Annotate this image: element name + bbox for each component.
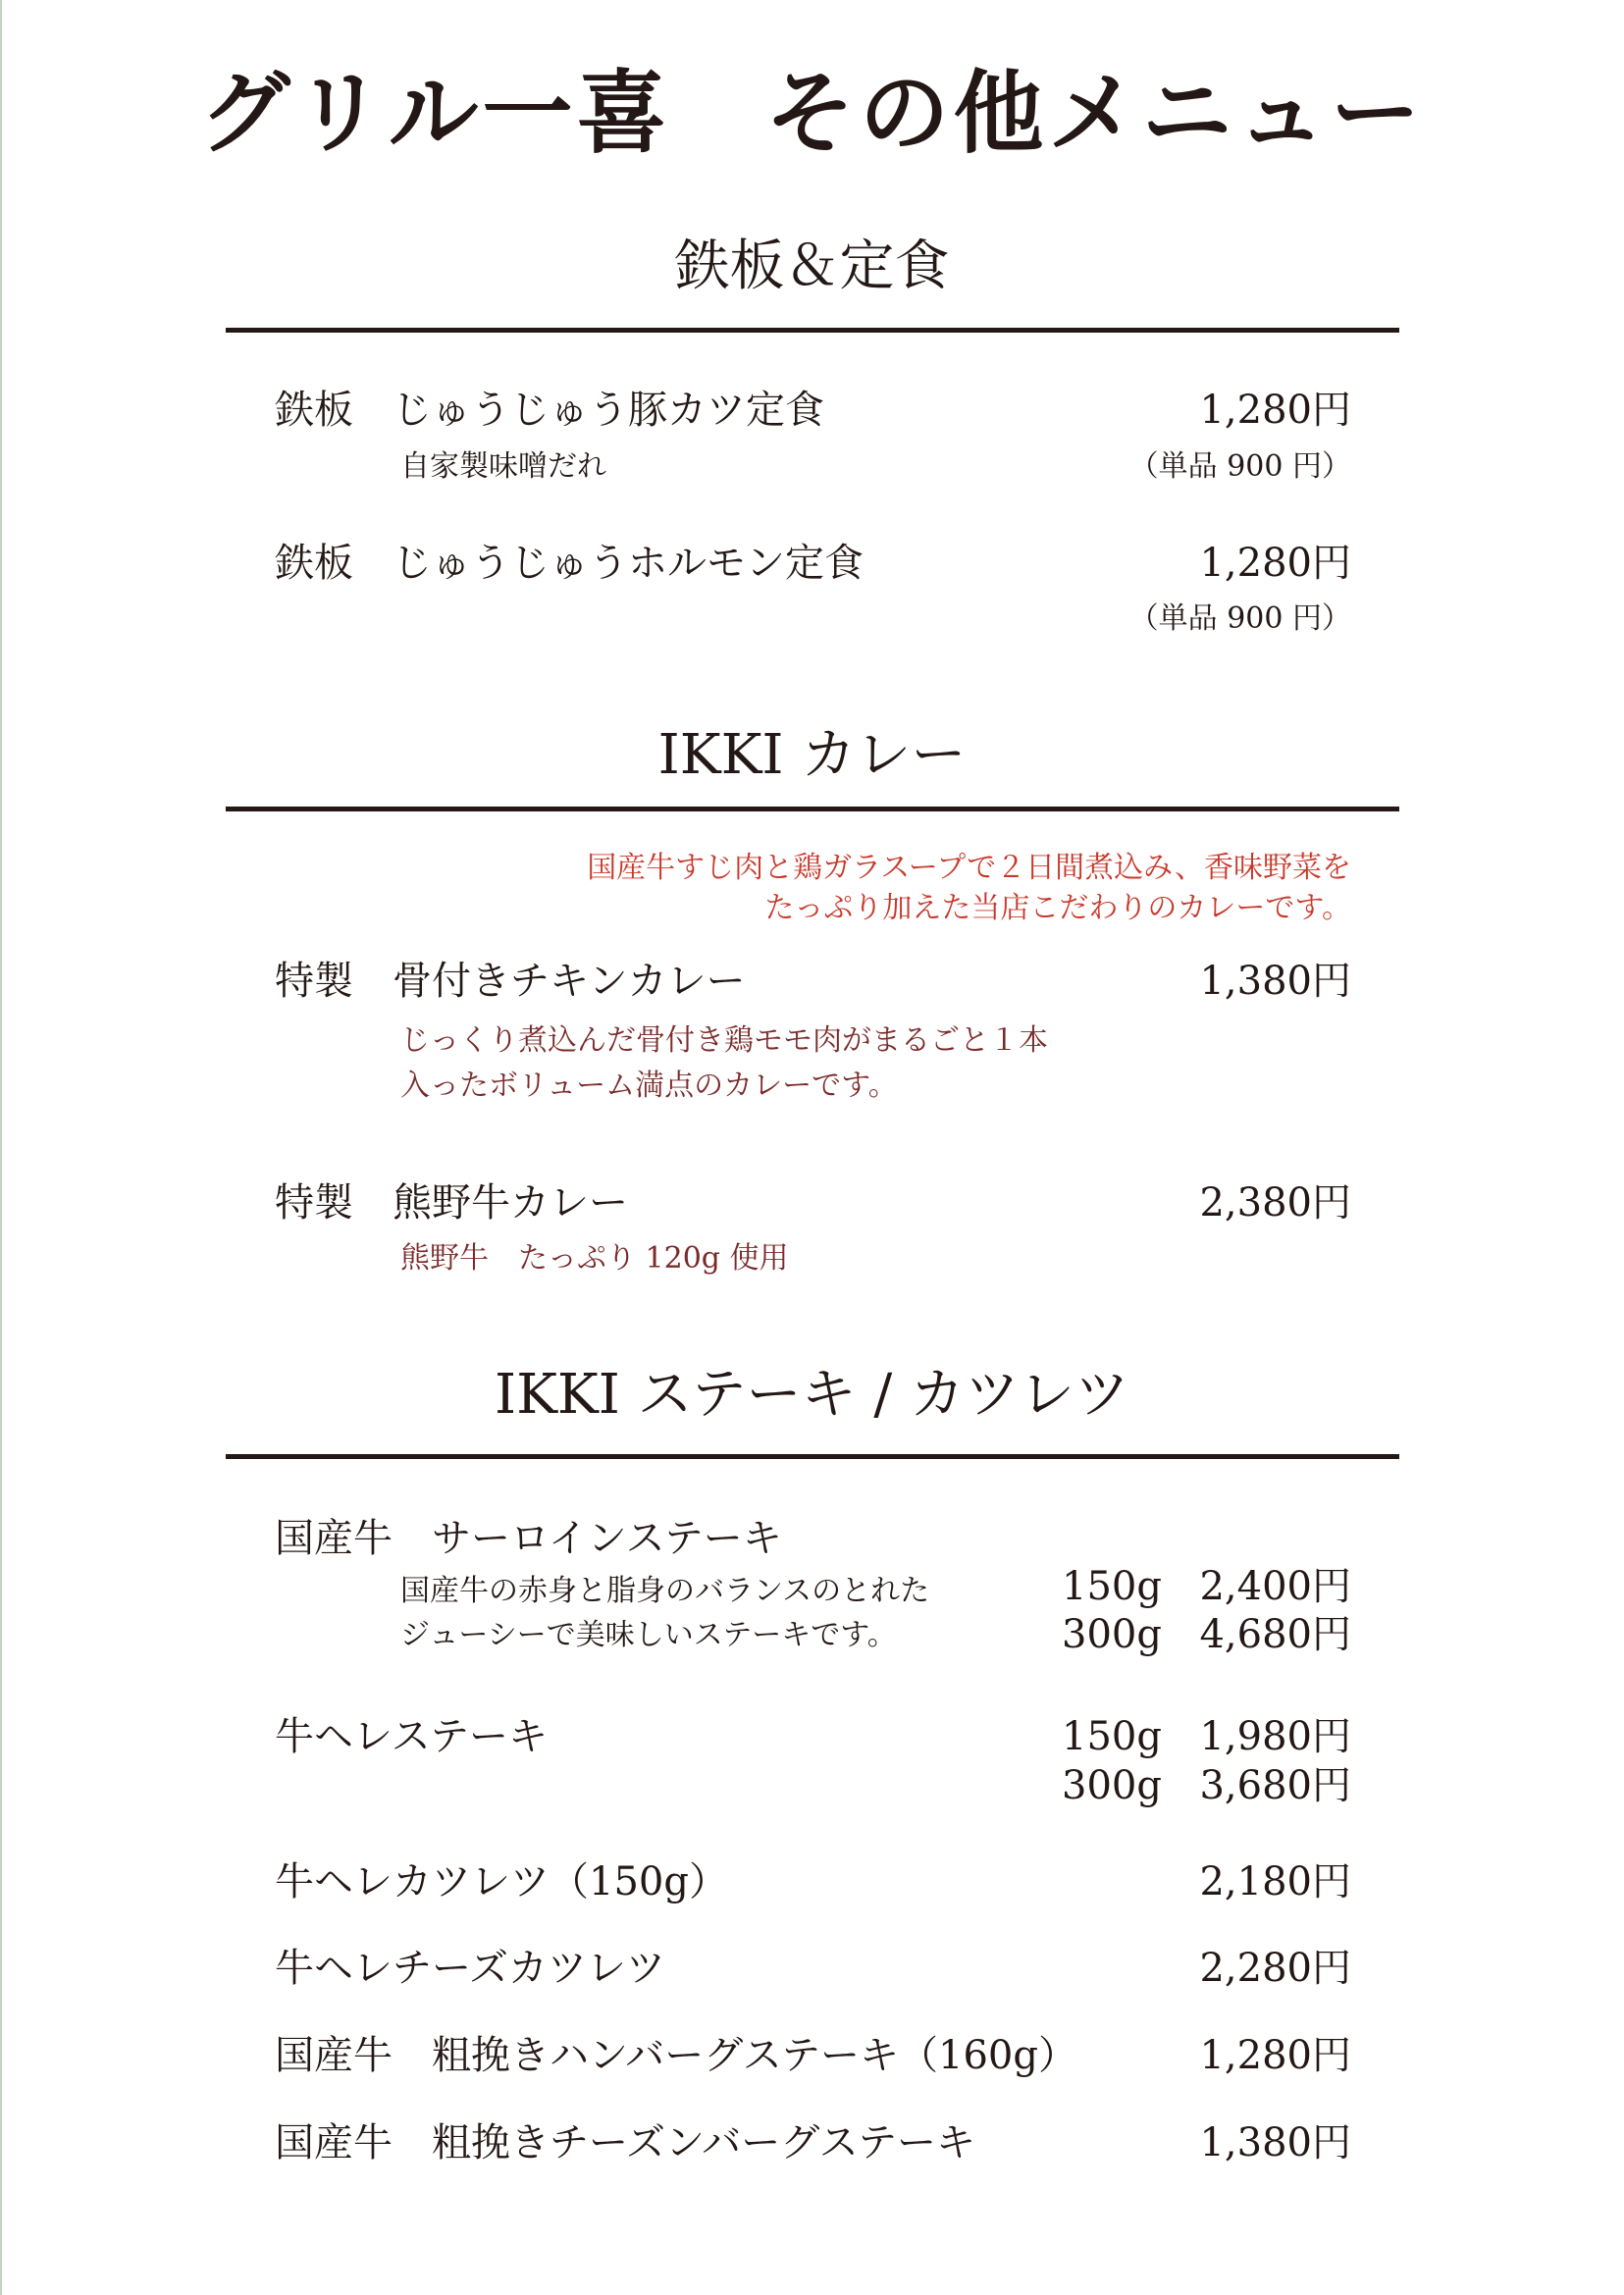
menu-item-description: 国産牛の赤身と脂身のバランスのとれた (400, 1574, 930, 1608)
menu-item-description: 入ったボリューム満点のカレーです。 (400, 1069, 898, 1103)
menu-item-name: 鉄板 じゅうじゅうホルモン定食 (275, 541, 864, 586)
menu-item-name: 牛ヘレチーズカツレツ (275, 1946, 665, 1991)
menu-item-description: 自家製味噌だれ (400, 449, 606, 484)
section-intro-line: 国産牛すじ肉と鶏ガラスープで２日間煮込み、香味野菜を (587, 851, 1351, 885)
menu-item-price: 1,280円 (1199, 2033, 1351, 2078)
menu-item-price: 1,280円 (1199, 541, 1351, 586)
menu-item-price: 1,980円 (1199, 1714, 1351, 1759)
menu-item-name: 牛ヘレカツレツ（150g） (275, 1859, 728, 1904)
menu-item-price: 3,680円 (1199, 1763, 1351, 1808)
menu-item-description: じっくり煮込んだ骨付き鶏モモ肉がまるごと１本 (400, 1023, 1048, 1058)
section-divider (226, 807, 1399, 811)
menu-item-price: 1,380円 (1199, 959, 1351, 1004)
section-divider (226, 1454, 1399, 1459)
menu-item-price: 2,380円 (1199, 1180, 1351, 1226)
menu-item-price: 1,380円 (1199, 2120, 1351, 2165)
menu-item-sub-price: （単品 900 円） (1128, 601, 1351, 636)
menu-item-name: 特製 熊野牛カレー (275, 1180, 628, 1226)
section-heading-curry: IKKI カレー (657, 723, 967, 787)
menu-item-name: 鉄板 じゅうじゅう豚カツ定食 (275, 388, 824, 433)
menu-item-name: 牛ヘレステーキ (275, 1714, 548, 1759)
menu-item-name: 国産牛 粗挽きハンバーグステーキ（160g） (275, 2033, 1077, 2078)
section-divider (226, 328, 1399, 333)
portion-size: 150g (1062, 1564, 1162, 1609)
page-border (0, 0, 2, 2295)
portion-size: 150g (1062, 1714, 1162, 1759)
menu-item-name: 国産牛 粗挽きチーズンバーグステーキ (275, 2120, 975, 2165)
menu-item-price: 2,280円 (1199, 1946, 1351, 1991)
menu-item-price: 1,280円 (1199, 388, 1351, 433)
section-heading-steak: IKKI ステーキ / カツレツ (494, 1363, 1130, 1427)
menu-item-price: 4,680円 (1199, 1612, 1351, 1657)
page-title: グリル一喜 その他メニュー (199, 61, 1425, 166)
menu-item-name: 国産牛 サーロインステーキ (275, 1516, 782, 1561)
section-heading-teppan: 鉄板＆定食 (674, 235, 950, 298)
portion-size: 300g (1062, 1763, 1162, 1808)
menu-item-sub-price: （単品 900 円） (1128, 449, 1351, 484)
section-intro-line: たっぷり加えた当店こだわりのカレーです。 (764, 891, 1351, 925)
menu-item-price: 2,400円 (1199, 1564, 1351, 1609)
menu-item-description: 熊野牛 たっぷり 120g 使用 (400, 1241, 789, 1276)
portion-size: 300g (1062, 1612, 1162, 1657)
menu-item-price: 2,180円 (1199, 1859, 1351, 1904)
menu-item-name: 特製 骨付きチキンカレー (275, 959, 746, 1004)
menu-item-description: ジューシーで美味しいステーキです。 (400, 1618, 897, 1652)
